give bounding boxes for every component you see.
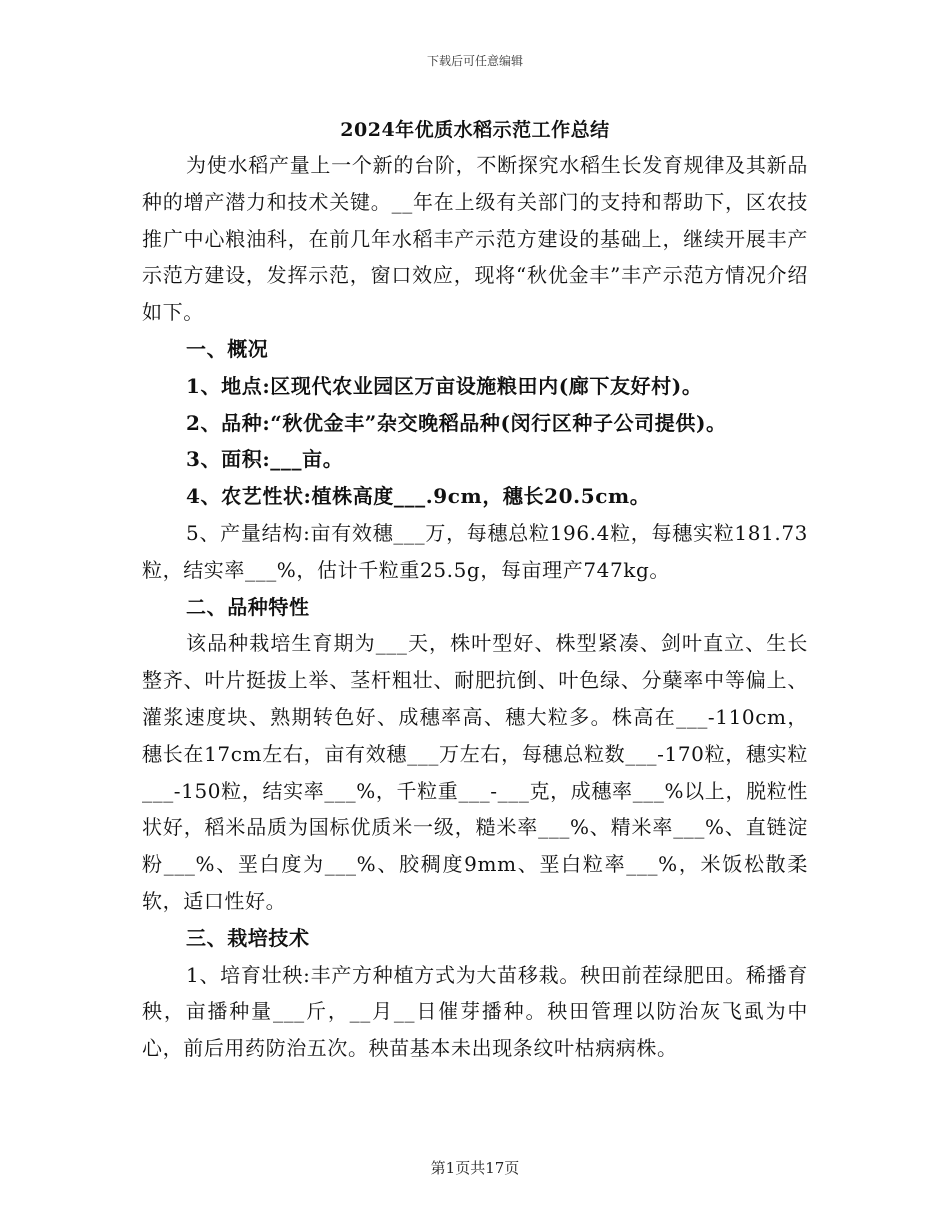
- heading-variety-traits: 二、品种特性: [186, 594, 310, 619]
- item-area: 3、面积:___亩。: [186, 447, 344, 472]
- item-agronomic-traits: 4、农艺性状:植株高度___.9cm，穗长20.5cm。: [186, 484, 651, 509]
- heading-overview: 一、概况: [186, 336, 269, 361]
- page-number: 第1页共17页: [430, 1159, 520, 1177]
- document-body: [142, 147, 808, 1067]
- heading-cultivation: 三、栽培技术: [186, 925, 310, 950]
- paragraph-intro: 为使水稻产量上一个新的台阶，不断探究水稻生长发育规律及其新品种的增产潜力和技术关键。__年在上级有关部门的支持和帮助下，区农技推广中心粮油科，在前几年水稻丰产示范方建设的基础上，继续开展丰产示范方建设，发挥示范，窗口效应，现将“秋优金丰”丰产示范方情况介绍如下。: [142, 153, 808, 325]
- paragraph-seedlings: 1、培育壮秧:丰产方种植方式为大苗移栽。秧田前茬绿肥田。稀播育秧，亩播种量___斤，__月__日催芽播种。秧田管理以防治灰飞虱为中心，前后用药防治五次。秧苗基本未出现条纹叶枯病病株。: [142, 962, 808, 1061]
- paragraph-variety-traits: 该品种栽培生育期为___天，株叶型好、株型紧凑、剑叶直立、生长整齐、叶片挺拔上举、茎杆粗壮、耐肥抗倒、叶色绿、分蘖率中等偏上、灌浆速度块、熟期转色好、成穗率高、穗大粒多。株高在___-110cm，穗长在17cm左右，亩有效穗___万左右，每穗总粒数___-170粒，穗实粒___-150粒，结实率___%，千粒重___-___克，成穗率___%以上，脱粒性状好，稻米品质为国标优质米一级，糙米率___%、精米率___%、直链淀粉___%、垩白度为___%、胶稠度9mm、垩白粒率___%，米饭松散柔软，适口性好。: [142, 631, 808, 913]
- item-yield-structure: 5、产量结构:亩有效穗___万，每穗总粒196.4粒，每穗实粒181.73粒，结实率___%，估计千粒重25.5g，每亩理产747kg。: [142, 520, 808, 582]
- item-variety: 2、品种:“秋优金丰”杂交晚稻品种(闵行区种子公司提供)。: [186, 410, 727, 435]
- page-header-note: 下载后可任意编辑: [426, 54, 523, 68]
- item-location: 1、地点:区现代农业园区万亩设施粮田内(廊下友好村)。: [186, 373, 703, 398]
- document-title: 2024年优质水稻示范工作总结: [340, 119, 610, 141]
